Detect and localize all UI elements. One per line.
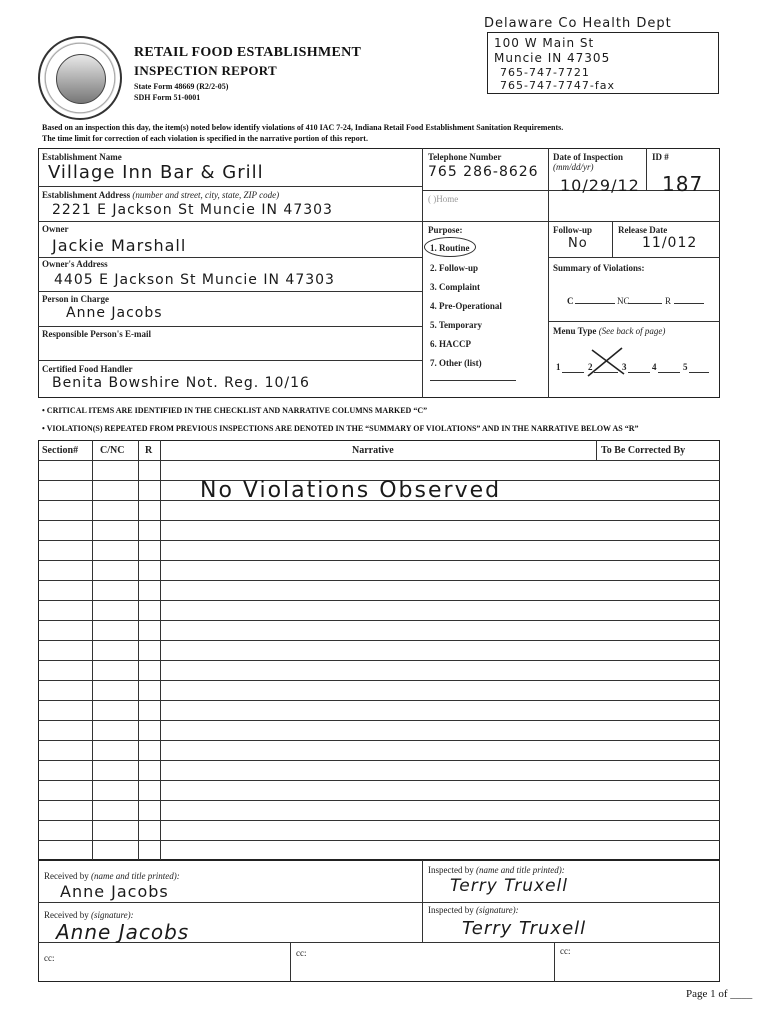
establishment-address-label — [42, 190, 279, 200]
menu-type-x-mark — [584, 344, 628, 380]
divider — [38, 257, 422, 258]
menu-option-2[interactable]: 2 — [588, 362, 593, 372]
purpose-option-4[interactable]: 4. Pre-Operational — [430, 301, 502, 311]
inspected-name-value[interactable]: Terry Truxell — [450, 876, 568, 896]
telephone-value[interactable]: 765 286-8626 — [428, 164, 539, 180]
certified-food-handler-label: Certified Food Handler — [42, 364, 133, 374]
owner-value[interactable]: Jackie Marshall — [52, 236, 187, 255]
divider — [658, 372, 680, 373]
col-cnc: C/NC — [100, 445, 125, 456]
form-title: RETAIL FOOD ESTABLISHMENT — [134, 45, 362, 60]
received-name-hint: (name and title printed): — [90, 871, 180, 881]
table-row-line — [38, 540, 720, 541]
received-name-label-text: Received by — [44, 871, 89, 881]
date-label: Date of Inspection — [553, 152, 623, 162]
table-row-line — [38, 800, 720, 801]
divider — [422, 221, 720, 222]
divider — [290, 942, 291, 982]
telephone-2-hint: ( )Home — [428, 194, 459, 204]
inspected-name-hint: (name and title printed): — [475, 865, 565, 875]
narrative-entry[interactable]: No Violations Observed — [200, 478, 502, 503]
table-row-line — [38, 560, 720, 561]
agency-street: 100 W Main St — [494, 36, 595, 50]
col-narrative: Narrative — [352, 445, 394, 456]
divider — [38, 902, 720, 903]
inspected-signature[interactable]: Terry Truxell — [462, 918, 587, 939]
telephone-label: Telephone Number — [428, 152, 502, 162]
divider — [596, 440, 597, 460]
person-in-charge-label: Person in Charge — [42, 294, 109, 304]
table-row-line — [38, 760, 720, 761]
menu-option-3[interactable]: 3 — [622, 362, 627, 372]
summary-r: R — [665, 296, 672, 306]
agency-fax: 765-747-7747-fax — [500, 79, 616, 92]
intro-line-1: Based on an inspection this day, the item(s) noted below identify violations of 410 IAC 7-24, Indiana Retail Food Establishment Sanitation Requirements. — [42, 123, 564, 132]
purpose-option-2[interactable]: 2. Follow-up — [430, 263, 479, 273]
establishment-name-label: Establishment Name — [42, 152, 122, 162]
inspected-signature-label-text: Inspected by — [428, 905, 474, 915]
inspected-name-label — [428, 865, 565, 875]
agency-city: Muncie IN 47305 — [494, 51, 611, 65]
received-name-value[interactable]: Anne Jacobs — [60, 882, 169, 901]
menu-type-hint: (See back of page) — [598, 326, 666, 336]
menu-type-label-text: Menu Type — [553, 326, 597, 336]
agency-phone: 765-747-7721 — [500, 66, 590, 79]
table-row-line — [38, 660, 720, 661]
cc-2: cc: — [296, 948, 307, 958]
purpose-option-3[interactable]: 3. Complaint — [430, 282, 481, 292]
repeated-note: • VIOLATION(S) REPEATED FROM PREVIOUS INSPECTIONS ARE DENOTED IN THE “SUMMARY OF VIOLATIONS” AND IN THE NARRATIVE BELOW AS “R” — [42, 424, 639, 433]
purpose-option-6[interactable]: 6. HACCP — [430, 339, 471, 349]
divider — [646, 148, 647, 190]
divider — [38, 360, 422, 361]
state-seal — [38, 36, 122, 120]
divider — [548, 257, 720, 258]
establishment-address-value[interactable]: 2221 E Jackson St Muncie IN 47303 — [52, 202, 333, 218]
divider — [674, 303, 704, 304]
intro-line-2: The time limit for correction of each violation is specified in the narrative portion of this report. — [42, 134, 368, 143]
establishment-address-hint: (number and street, city, state, ZIP code) — [132, 190, 280, 200]
table-row-line — [38, 620, 720, 621]
followup-label: Follow-up — [553, 225, 593, 235]
divider — [92, 440, 93, 860]
divider — [562, 372, 584, 373]
table-row-line — [38, 840, 720, 841]
divider — [628, 372, 650, 373]
purpose-option-1[interactable]: 1. Routine — [430, 243, 470, 253]
received-signature-label-text: Received by — [44, 910, 89, 920]
cc-1: cc: — [44, 953, 55, 963]
purpose-label: Purpose: — [428, 225, 463, 235]
agency-name: Delaware Co Health Dept — [484, 16, 672, 31]
received-signature[interactable]: Anne Jacobs — [56, 920, 190, 944]
table-row-line — [38, 780, 720, 781]
owner-address-label: Owner's Address — [42, 259, 108, 269]
divider — [612, 221, 613, 257]
divider — [628, 303, 662, 304]
cc-3: cc: — [560, 946, 571, 956]
col-correct-by: To Be Corrected By — [601, 445, 686, 456]
owner-address-value[interactable]: 4405 E Jackson St Muncie IN 47303 — [54, 272, 335, 288]
divider — [38, 291, 422, 292]
summary-label: Summary of Violations: — [553, 263, 645, 273]
other-list-line — [430, 380, 516, 381]
divider — [38, 326, 422, 327]
table-row-line — [38, 680, 720, 681]
establishment-name-value[interactable]: Village Inn Bar & Grill — [48, 162, 264, 183]
form-subtitle: INSPECTION REPORT — [134, 63, 277, 78]
received-signature-label — [44, 910, 134, 920]
divider — [554, 942, 555, 982]
divider — [575, 303, 615, 304]
divider — [548, 321, 720, 322]
col-section: Section# — [42, 445, 79, 456]
col-r: R — [145, 445, 153, 456]
received-name-label — [44, 871, 180, 881]
purpose-option-7[interactable]: 7. Other (list) — [430, 358, 482, 368]
certified-food-handler-value[interactable]: Benita Bowshire Not. Reg. 10/16 — [52, 375, 310, 391]
divider — [422, 148, 423, 398]
date-hint: (mm/dd/yr) — [553, 162, 594, 172]
table-row-line — [38, 820, 720, 821]
menu-option-4[interactable]: 4 — [652, 362, 657, 372]
divider — [422, 860, 423, 942]
divider — [422, 190, 548, 191]
seal-center — [56, 54, 106, 104]
divider — [38, 221, 422, 222]
divider — [689, 372, 709, 373]
person-in-charge-value[interactable]: Anne Jacobs — [66, 305, 163, 321]
inspected-signature-label — [428, 905, 519, 915]
date-value[interactable]: 10/29/12 — [560, 176, 640, 195]
purpose-option-5[interactable]: 5. Temporary — [430, 320, 483, 330]
divider — [138, 440, 139, 860]
received-signature-hint: (signature): — [90, 910, 134, 920]
table-row-line — [38, 460, 720, 461]
responsible-email-label: Responsible Person's E-mail — [42, 329, 152, 339]
state-form-number: State Form 48669 (R2/2-05) — [134, 82, 229, 91]
divider — [38, 186, 422, 187]
release-date-label: Release Date — [618, 225, 668, 235]
critical-note: • CRITICAL ITEMS ARE IDENTIFIED IN THE CHECKLIST AND NARRATIVE COLUMNS MARKED “C” — [42, 406, 428, 415]
menu-type-label — [553, 326, 665, 336]
menu-option-5[interactable]: 5 — [683, 362, 688, 372]
inspected-name-label-text: Inspected by — [428, 865, 474, 875]
menu-option-1[interactable]: 1 — [556, 362, 561, 372]
inspected-signature-hint: (signature): — [475, 905, 519, 915]
table-row-line — [38, 740, 720, 741]
sdh-form-number: SDH Form 51-0001 — [134, 93, 201, 102]
owner-label: Owner — [42, 224, 69, 234]
table-row-line — [38, 600, 720, 601]
table-row-line — [38, 640, 720, 641]
release-date-value[interactable]: 11/012 — [642, 235, 698, 251]
purpose-selected-circle — [424, 237, 476, 257]
summary-nc: NC — [617, 296, 630, 306]
table-row-line — [38, 520, 720, 521]
table-row-line — [38, 580, 720, 581]
establishment-address-label-text: Establishment Address — [42, 190, 131, 200]
narrative-table — [38, 440, 720, 860]
followup-value[interactable]: No — [568, 236, 588, 251]
divider — [160, 440, 161, 860]
page-number: Page 1 of ____ — [686, 988, 753, 1000]
table-row-line — [38, 720, 720, 721]
id-label: ID # — [652, 152, 669, 162]
summary-c: C — [567, 296, 574, 306]
divider — [548, 148, 549, 398]
id-value[interactable]: 187 — [662, 172, 704, 196]
table-row-line — [38, 700, 720, 701]
